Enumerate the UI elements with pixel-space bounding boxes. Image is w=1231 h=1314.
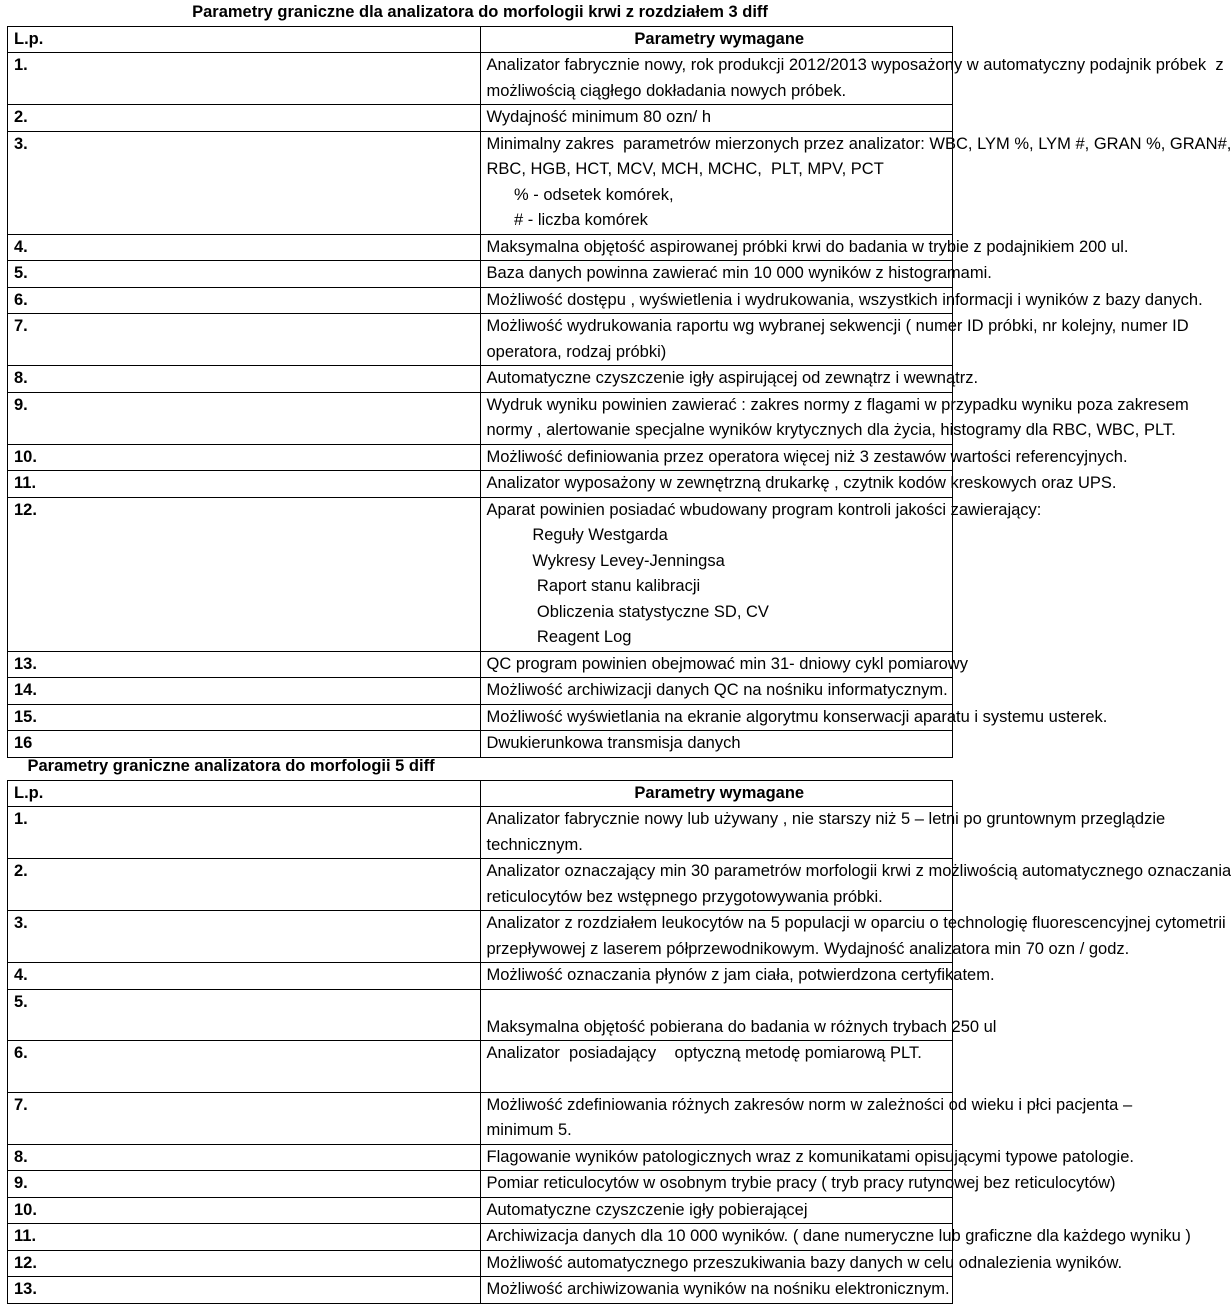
row-number: 12. bbox=[8, 497, 481, 651]
row-text bbox=[480, 911, 1226, 963]
row-number: 7. bbox=[8, 1092, 481, 1144]
row-number: 15. bbox=[8, 704, 481, 731]
row-number: 1. bbox=[8, 807, 481, 859]
row-number: 12. bbox=[8, 1250, 481, 1277]
section-title: Parametry graniczne analizatora do morfologii 5 diff bbox=[27, 757, 435, 775]
row-number: 13. bbox=[8, 1277, 481, 1304]
row-text-line: Archiwizacja danych dla 10 000 wyników. ( dane numeryczne lub graficzne dla każdego wyniku ) bbox=[486, 1227, 1191, 1245]
row-text bbox=[480, 366, 979, 393]
row-text bbox=[480, 989, 997, 1041]
row-number: 5. bbox=[8, 989, 481, 1041]
row-text-line: Możliwość wydrukowania raportu wg wybranej sekwencji ( numer ID próbki, nr kolejny, numer ID bbox=[486, 317, 1189, 335]
row-number: 5. bbox=[8, 261, 481, 288]
row-number: 10. bbox=[8, 444, 481, 471]
table-row bbox=[8, 314, 953, 366]
row-text bbox=[480, 1092, 1133, 1144]
table-row bbox=[8, 1277, 953, 1304]
row-text-line: Reguły Westgarda bbox=[486, 526, 668, 544]
table-row bbox=[8, 989, 953, 1041]
row-text bbox=[480, 131, 1231, 234]
row-number: 8. bbox=[8, 1144, 481, 1171]
table-row bbox=[8, 807, 953, 859]
table-row bbox=[8, 1171, 953, 1198]
row-text-line: przepływowej z laserem półprzewodnikowym. Wydajność analizatora min 70 ozn / godz. bbox=[486, 939, 1130, 958]
row-text-line bbox=[487, 990, 953, 1015]
row-text-line: Możliwość automatycznego przeszukiwania bazy danych w celu odnalezienia wyników. bbox=[486, 1253, 1123, 1272]
row-text bbox=[480, 1224, 1191, 1251]
row-text bbox=[480, 859, 1231, 911]
row-text-line: # - liczba komórek bbox=[486, 211, 648, 229]
row-number: 9. bbox=[8, 392, 481, 444]
table-row bbox=[8, 497, 953, 651]
table-title-row bbox=[8, 754, 953, 780]
table-row bbox=[8, 911, 953, 963]
row-text-line: Analizator oznaczający min 30 parametrów morfologii krwi z możliwością automatycznego oznaczania bbox=[486, 862, 1231, 880]
row-number: 9. bbox=[8, 1171, 481, 1198]
row-text-line: Wydruk wyniku powinien zawierać : zakres normy z flagami w przypadku wyniku poza zakresem bbox=[486, 395, 1189, 414]
row-number: 2. bbox=[8, 105, 481, 132]
row-text bbox=[480, 1041, 953, 1093]
row-text bbox=[480, 314, 1189, 366]
row-text-line: Pomiar reticulocytów w osobnym trybie pracy ( tryb pracy rutynowej bez reticulocytów) bbox=[486, 1174, 1116, 1192]
row-text bbox=[480, 392, 1189, 444]
row-text bbox=[480, 807, 1166, 859]
row-text-line: Obliczenia statystyczne SD, CV bbox=[486, 602, 769, 621]
row-number: 10. bbox=[8, 1197, 481, 1224]
table-header-row bbox=[8, 780, 953, 807]
row-text-line: Możliwość wyświetlania na ekranie algorytmu konserwacji aparatu i systemu usterek. bbox=[486, 707, 1108, 726]
row-text-line: Analizator z rozdziałem leukocytów na 5 populacji w oparciu o technologię fluorescencyjnej cytometrii bbox=[486, 914, 1226, 932]
row-text-line: technicznym. bbox=[486, 835, 583, 854]
row-text-line: minimum 5. bbox=[486, 1121, 572, 1139]
row-text bbox=[480, 1171, 1116, 1198]
row-text-line: operatora, rodzaj próbki) bbox=[486, 342, 667, 361]
row-text bbox=[480, 1277, 953, 1304]
row-number: 3. bbox=[8, 131, 481, 234]
row-text bbox=[480, 651, 968, 678]
table-row bbox=[8, 1144, 953, 1171]
row-text bbox=[480, 105, 953, 132]
row-text-line: Możliwość zdefiniowania różnych zakresów norm w zależności od wieku i płci pacjenta – bbox=[486, 1095, 1133, 1114]
row-text bbox=[480, 53, 1224, 105]
row-number: 14. bbox=[8, 678, 481, 705]
row-text-line: Minimalny zakres parametrów mierzonych przez analizator: WBC, LYM %, LYM #, GRAN %, GRAN#, bbox=[486, 134, 1231, 153]
row-text bbox=[480, 704, 1108, 731]
row-text-line: Automatyczne czyszczenie igły aspirującej od zewnątrz i wewnątrz. bbox=[486, 369, 979, 387]
section-title: Parametry graniczne dla analizatora do morfologii krwi z rozdziałem 3 diff bbox=[192, 3, 768, 21]
row-number: 11. bbox=[8, 471, 481, 498]
header-lp: L.p. bbox=[8, 26, 481, 53]
row-number: 11. bbox=[8, 1224, 481, 1251]
row-text bbox=[480, 1144, 1134, 1171]
table-title-row bbox=[8, 0, 953, 26]
table-header-row bbox=[8, 26, 953, 53]
row-text-line: reticulocytów bez wstępnego przygotowywania próbki. bbox=[486, 887, 883, 906]
table-row bbox=[8, 131, 953, 234]
table-3diff bbox=[7, 0, 1231, 758]
table-row bbox=[8, 234, 953, 261]
row-text bbox=[480, 261, 992, 288]
row-text-line: Możliwość dostępu , wyświetlenia i wydrukowania, wszystkich informacji i wyników z bazy danych. bbox=[486, 290, 1203, 309]
table-row bbox=[8, 651, 953, 678]
row-text-line: Analizator fabrycznie nowy, rok produkcji 2012/2013 wyposażony w automatyczny podajnik próbek z bbox=[486, 56, 1224, 74]
row-text bbox=[480, 1250, 1123, 1277]
row-text-line: Dwukierunkowa transmisja danych bbox=[486, 734, 741, 752]
row-text bbox=[480, 234, 1129, 261]
row-text-line bbox=[487, 1067, 953, 1092]
row-text-line: Flagowanie wyników patologicznych wraz z komunikatami opisującymi typowe patologie. bbox=[486, 1147, 1134, 1166]
row-text bbox=[480, 963, 995, 990]
table-row bbox=[8, 963, 953, 990]
row-text-line: Wykresy Levey-Jenningsa bbox=[486, 551, 725, 570]
table-5diff bbox=[7, 754, 1231, 1304]
row-text-line: Możliwość archiwizacji danych QC na nośniku informatycznym. bbox=[486, 681, 948, 699]
row-text-line: normy , alertowanie specjalne wyników krytycznych dla życia, histogramy dla RBC, WBC, PLT. bbox=[486, 421, 1176, 439]
row-number: 1. bbox=[8, 53, 481, 105]
table-row bbox=[8, 53, 953, 105]
row-text-line: Aparat powinien posiadać wbudowany program kontroli jakości zawierający: bbox=[486, 500, 1042, 519]
table-row bbox=[8, 105, 953, 132]
row-text-line: możliwością ciągłego dokładania nowych próbek. bbox=[486, 81, 847, 100]
row-text-line: Raport stanu kalibracji bbox=[486, 577, 701, 595]
row-text bbox=[480, 497, 1042, 651]
row-number: 8. bbox=[8, 366, 481, 393]
row-text-line: Możliwość definiowania przez operatora więcej niż 3 zestawów wartości referencyjnych. bbox=[486, 447, 1128, 466]
table-row bbox=[8, 1092, 953, 1144]
header-lp: L.p. bbox=[8, 780, 481, 807]
row-text-line: Baza danych powinna zawierać min 10 000 wyników z histogramami. bbox=[486, 264, 992, 282]
row-text-line: Wydajność minimum 80 ozn/ h bbox=[486, 108, 712, 126]
row-text bbox=[480, 471, 1117, 498]
row-text-line: Maksymalna objętość pobierana do badania w różnych trybach 250 ul bbox=[486, 1017, 997, 1036]
table-row bbox=[8, 1224, 953, 1251]
table-row bbox=[8, 261, 953, 288]
table-row bbox=[8, 1250, 953, 1277]
row-text bbox=[480, 444, 1128, 471]
row-number: 13. bbox=[8, 651, 481, 678]
table-row bbox=[8, 366, 953, 393]
table-row bbox=[8, 704, 953, 731]
row-text-line: QC program powinien obejmować min 31- dniowy cykl pomiarowy bbox=[486, 654, 968, 673]
row-number: 2. bbox=[8, 859, 481, 911]
table-row bbox=[8, 1197, 953, 1224]
row-text-line: Możliwość oznaczania płynów z jam ciała, potwierdzona certyfikatem. bbox=[486, 966, 995, 984]
row-number: 3. bbox=[8, 911, 481, 963]
table-row bbox=[8, 1041, 953, 1093]
table-row bbox=[8, 287, 953, 314]
row-text-line: Możliwość archiwizowania wyników na nośniku elektronicznym. bbox=[486, 1280, 950, 1298]
row-text-line: Analizator wyposażony w zewnętrzną drukarkę , czytnik kodów kreskowych oraz UPS. bbox=[486, 474, 1117, 492]
row-number: 7. bbox=[8, 314, 481, 366]
table-row bbox=[8, 859, 953, 911]
row-number: 6. bbox=[8, 287, 481, 314]
row-number: 6. bbox=[8, 1041, 481, 1093]
header-params: Parametry wymagane bbox=[480, 780, 953, 807]
row-text-line: Analizator fabrycznie nowy lub używany , nie starszy niż 5 – letni po gruntownym przeglądzie bbox=[486, 810, 1166, 828]
row-text bbox=[480, 287, 1203, 314]
row-number: 16 bbox=[8, 731, 481, 758]
row-text-line: % - odsetek komórek, bbox=[486, 185, 674, 204]
row-text-line: Automatyczne czyszczenie igły pobierającej bbox=[486, 1200, 808, 1219]
row-text-line: Analizator posiadający optyczną metodę pomiarową PLT. bbox=[486, 1044, 922, 1062]
row-text bbox=[480, 1197, 953, 1224]
table-row bbox=[8, 392, 953, 444]
row-number: 4. bbox=[8, 963, 481, 990]
header-params: Parametry wymagane bbox=[480, 26, 953, 53]
row-text-line: Maksymalna objętość aspirowanej próbki krwi do badania w trybie z podajnikiem 200 ul. bbox=[486, 237, 1129, 256]
table-row bbox=[8, 444, 953, 471]
row-number: 4. bbox=[8, 234, 481, 261]
row-text bbox=[480, 678, 953, 705]
row-text-line: Reagent Log bbox=[486, 628, 632, 646]
table-row bbox=[8, 471, 953, 498]
row-text-line: RBC, HGB, HCT, MCV, MCH, MCHC, PLT, MPV, PCT bbox=[486, 160, 884, 178]
table-row bbox=[8, 678, 953, 705]
